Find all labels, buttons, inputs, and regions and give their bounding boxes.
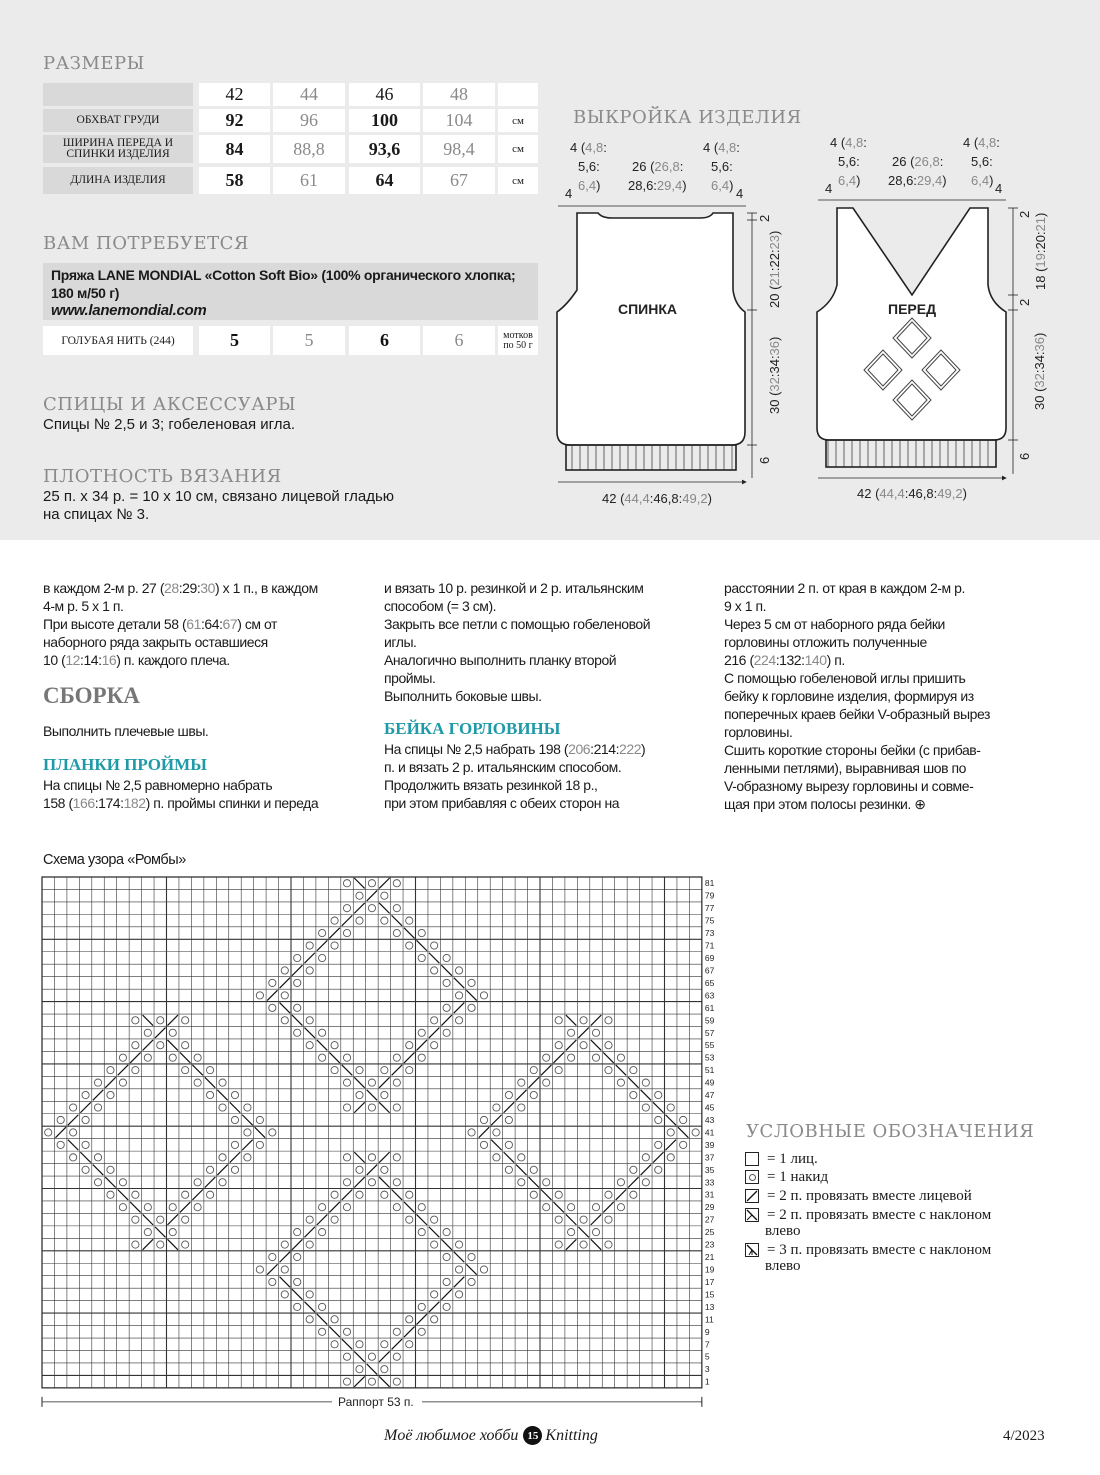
gauge-title: ПЛОТНОСТЬ ВЯЗАНИЯ bbox=[43, 466, 282, 487]
row-label: 1 bbox=[704, 1376, 710, 1387]
needles-text: Спицы № 2,5 и 3; гобеленовая игла. bbox=[43, 416, 296, 433]
row-label: 53 bbox=[704, 1052, 715, 1063]
back-ribbing bbox=[566, 445, 736, 470]
size-value: 98,4 bbox=[423, 135, 495, 163]
back-shoulder-left-l1: 4 (4,8: bbox=[570, 140, 607, 155]
row-label: 19 bbox=[704, 1264, 715, 1275]
row-label: 71 bbox=[704, 940, 715, 951]
row-label: 9 bbox=[704, 1326, 710, 1337]
row-label: 61 bbox=[704, 1002, 715, 1013]
text-line: 10 (12:14:16) п. каждого плеча. bbox=[43, 652, 230, 668]
text-line: Продолжить вязать резинкой 18 р., bbox=[384, 777, 598, 793]
front-shoulder-right-l1: 4 (4,8: bbox=[963, 135, 1000, 150]
row-label: 17 bbox=[704, 1276, 715, 1287]
row-label: 31 bbox=[704, 1189, 715, 1200]
yarn-over-circle-icon bbox=[745, 1170, 759, 1184]
legend-item bbox=[745, 1188, 972, 1204]
assembly-text: Выполнить плечевые швы. bbox=[43, 723, 209, 739]
row-label: 77 bbox=[704, 903, 715, 914]
row-label: 63 bbox=[704, 990, 715, 1001]
armhole-text bbox=[43, 776, 318, 812]
front-mid-height: 2 bbox=[1017, 298, 1032, 306]
size-unit: см bbox=[498, 135, 538, 163]
materials-title: ВАМ ПОТРЕБУЕТСЯ bbox=[43, 233, 249, 254]
text-line: При высоте детали 58 (61:64:67) см от bbox=[43, 616, 278, 632]
yarn-desc: «Cotton Soft Bio» (100% органического хлопка; bbox=[201, 267, 516, 283]
size-value: 61 bbox=[273, 167, 345, 194]
size-unit: см bbox=[498, 167, 538, 194]
col2-text bbox=[384, 579, 650, 705]
row-label: 49 bbox=[704, 1077, 715, 1088]
col1-text bbox=[43, 579, 318, 669]
thread-44: 5 bbox=[273, 326, 345, 355]
text-line: 158 (166:174:182) п. проймы спинки и переда bbox=[43, 795, 319, 811]
front-edge-left: 4 bbox=[825, 181, 833, 196]
row-label: 5 bbox=[704, 1351, 710, 1362]
front-width: 42 (44,4:46,8:49,2) bbox=[857, 486, 967, 501]
back-piece-outline bbox=[557, 213, 745, 445]
back-rib-height: 6 bbox=[757, 456, 772, 464]
legend-text: = 3 п. провязать вместе с наклоном bbox=[767, 1242, 992, 1258]
back-top-height: 2 bbox=[757, 214, 772, 222]
yarn-brand: LANE MONDIAL bbox=[97, 267, 202, 283]
size-value: 100 bbox=[349, 109, 420, 132]
row-label: 13 bbox=[704, 1301, 715, 1312]
row-label: 23 bbox=[704, 1239, 715, 1250]
row-label: 75 bbox=[704, 915, 715, 926]
ssk-backslash-icon bbox=[745, 1208, 759, 1222]
sk2p-backslash-icon bbox=[745, 1243, 759, 1257]
schematic-drawing bbox=[0, 0, 1100, 540]
row-label: 33 bbox=[704, 1177, 715, 1188]
text-line: Через 5 см от наборного ряда бейки bbox=[724, 616, 945, 632]
legend-item bbox=[745, 1151, 818, 1167]
text-line: 4-м р. 5 х 1 п. bbox=[43, 598, 124, 614]
row-label: 55 bbox=[704, 1040, 715, 1051]
assembly-title: СБОРКА bbox=[43, 683, 140, 708]
needles-title: СПИЦЫ И АКСЕССУАРЫ bbox=[43, 394, 297, 415]
schematic-title: ВЫКРОЙКА ИЗДЕЛИЯ bbox=[573, 107, 802, 128]
text-line: иглы. bbox=[384, 634, 417, 650]
size-value: 64 bbox=[349, 167, 420, 194]
front-piece-outline bbox=[817, 208, 1006, 440]
text-line: в каждом 2-м р. 27 (28:29:30) х 1 п., в каждом bbox=[43, 580, 318, 596]
front-ribbing bbox=[826, 440, 996, 467]
row-label: 11 bbox=[704, 1314, 714, 1325]
front-neck-l2: 28,6:29,4) bbox=[888, 173, 947, 188]
back-neck-l2: 28,6:29,4) bbox=[628, 178, 687, 193]
legend-text: = 1 накид bbox=[767, 1169, 829, 1185]
text-line: Аналогично выполнить планку второй bbox=[384, 652, 617, 668]
row-label: 21 bbox=[704, 1252, 715, 1263]
text-line: С помощью гобеленовой иглы пришить bbox=[724, 670, 966, 686]
size-row-label: ОБХВАТ ГРУДИ bbox=[43, 109, 193, 132]
back-shoulder-right-l3: 6,4) bbox=[711, 178, 734, 193]
row-label: 35 bbox=[704, 1164, 715, 1175]
gauge-line2: на спицах № 3. bbox=[43, 506, 150, 523]
row-label: 43 bbox=[704, 1114, 715, 1125]
size-value: 96 bbox=[273, 109, 345, 132]
text-line: поперечных краев бейки V-образный вырез bbox=[724, 706, 990, 722]
row-label: 79 bbox=[704, 890, 715, 901]
row-label: 67 bbox=[704, 965, 715, 976]
col3-text bbox=[724, 579, 990, 813]
back-label: СПИНКА bbox=[618, 301, 678, 317]
size-value: 88,8 bbox=[273, 135, 345, 163]
thread-46: 6 bbox=[349, 326, 420, 355]
sizes-title: РАЗМЕРЫ bbox=[43, 53, 145, 74]
text-line: и вязать 10 р. резинкой и 2 р. итальянским bbox=[384, 580, 644, 596]
size-unit: см bbox=[498, 109, 538, 132]
text-line: V-образному вырезу горловины и совме- bbox=[724, 778, 974, 794]
neckband-title: БЕЙКА ГОРЛОВИНЫ bbox=[384, 719, 561, 738]
size-row-label: ДЛИНА ИЗДЕЛИЯ bbox=[43, 167, 193, 194]
legend-title: УСЛОВНЫЕ ОБОЗНАЧЕНИЯ bbox=[746, 1121, 1035, 1142]
back-width: 42 (44,4:46,8:49,2) bbox=[602, 491, 712, 506]
text-line: проймы. bbox=[384, 670, 436, 686]
row-label: 47 bbox=[704, 1090, 715, 1101]
size-row-label: ШИРИНА ПЕРЕДА И СПИНКИ ИЗДЕЛИЯ bbox=[43, 135, 193, 163]
text-line: способом (= 3 см). bbox=[384, 598, 497, 614]
neckband-text bbox=[384, 740, 645, 812]
thread-label: ГОЛУБАЯ НИТЬ (244) bbox=[43, 326, 193, 355]
yarn-prefix: Пряжа bbox=[51, 267, 98, 283]
text-line: Сшить короткие стороны бейки (с прибав- bbox=[724, 742, 981, 758]
row-label: 81 bbox=[704, 878, 715, 889]
thread-unit: мотков по 50 г bbox=[498, 326, 538, 355]
row-label: 41 bbox=[704, 1127, 715, 1138]
legend-text: = 1 лиц. bbox=[767, 1151, 818, 1167]
text-line: п. и вязать 2 р. итальянским способом. bbox=[384, 759, 622, 775]
front-top-height: 2 bbox=[1017, 210, 1032, 218]
text-line: щая при этом полосы резинки. ⊕ bbox=[724, 796, 926, 812]
size-value: 67 bbox=[423, 167, 495, 194]
row-label: 59 bbox=[704, 1015, 715, 1026]
front-shoulder-left-l1: 4 (4,8: bbox=[830, 135, 867, 150]
front-shoulder-right-l2: 5,6: bbox=[971, 154, 993, 169]
magazine-name: Moё любимое хобби bbox=[384, 1426, 519, 1444]
text-line: 216 (224:132:140) п. bbox=[724, 652, 845, 668]
row-label: 15 bbox=[704, 1289, 715, 1300]
text-line: при этом прибавляя с обеих сторон на bbox=[384, 795, 620, 811]
back-edge-left: 4 bbox=[565, 186, 573, 201]
size-48: 48 bbox=[423, 83, 495, 106]
row-label: 39 bbox=[704, 1139, 715, 1150]
size-value: 93,6 bbox=[349, 135, 420, 163]
back-neck-l1: 26 (26,8: bbox=[632, 159, 684, 174]
chart-title: Схема узора «Ромбы» bbox=[43, 852, 186, 868]
front-rib-height: 6 bbox=[1017, 452, 1032, 460]
text-line: наборного ряда закрыть оставшиеся bbox=[43, 634, 268, 650]
text-line: горловины отложить полученные bbox=[724, 634, 927, 650]
row-label: 51 bbox=[704, 1065, 715, 1076]
armhole-title: ПЛАНКИ ПРОЙМЫ bbox=[43, 755, 207, 774]
front-edge-right: 4 bbox=[995, 181, 1003, 196]
text-line: бейку к горловине изделия, формируя из bbox=[724, 688, 974, 704]
row-label: 29 bbox=[704, 1202, 715, 1213]
issue-number: 4/2023 bbox=[1003, 1428, 1045, 1444]
gauge-line1: 25 п. х 34 р. = 10 х 10 см, связано лицевой гладью bbox=[43, 488, 395, 505]
row-label: 57 bbox=[704, 1027, 715, 1038]
back-shoulder-right-l2: 5,6: bbox=[711, 159, 733, 174]
section-name: Knitting bbox=[545, 1426, 598, 1444]
row-label: 3 bbox=[704, 1364, 710, 1375]
website-link[interactable]: www.lanemondial.com bbox=[51, 302, 207, 319]
chart-grid-frame bbox=[42, 877, 702, 1388]
back-edge-right: 4 bbox=[736, 186, 744, 201]
back-body-height: 30 (32:34:36) bbox=[767, 336, 782, 414]
row-label: 27 bbox=[704, 1214, 715, 1225]
thread-48: 6 bbox=[423, 326, 495, 355]
knitting-chart bbox=[0, 860, 740, 1420]
page-number: 15 bbox=[523, 1426, 542, 1445]
back-shoulder-left-l2: 5,6: bbox=[578, 159, 600, 174]
back-armhole-height: 20 (21:22:23) bbox=[767, 230, 782, 308]
legend-text: = 2 п. провязать вместе с наклоном bbox=[767, 1207, 992, 1223]
row-label: 69 bbox=[704, 952, 715, 963]
legend-text-cont: влево bbox=[765, 1258, 801, 1274]
text-line: На спицы № 2,5 равномерно набрать bbox=[43, 777, 273, 793]
front-neck-height: 18 (19:20:21) bbox=[1033, 212, 1048, 290]
footer-brand bbox=[384, 1426, 598, 1445]
yarn-weight: 180 м/50 г) bbox=[51, 285, 120, 301]
text-line: 9 х 1 п. bbox=[724, 598, 767, 614]
size-42: 42 bbox=[199, 83, 270, 106]
text-line: расстоянии 2 п. от края в каждом 2-м р. bbox=[724, 580, 965, 596]
text-line: Выполнить боковые швы. bbox=[384, 688, 542, 704]
text-line: ленными петлями), выравнивая шов по bbox=[724, 760, 967, 776]
front-body-height: 30 (32:34:36) bbox=[1032, 332, 1047, 410]
front-neck-l1: 26 (26,8: bbox=[892, 154, 944, 169]
row-label: 65 bbox=[704, 977, 715, 988]
text-line: Закрыть все петли с помощью гобеленовой bbox=[384, 616, 651, 632]
row-label: 45 bbox=[704, 1102, 715, 1113]
back-shoulder-right-l1: 4 (4,8: bbox=[703, 140, 740, 155]
size-44: 44 bbox=[273, 83, 345, 106]
legend-text: = 2 п. провязать вместе лицевой bbox=[767, 1188, 972, 1204]
size-value: 104 bbox=[423, 109, 495, 132]
front-shoulder-left-l2: 5,6: bbox=[838, 154, 860, 169]
legend-item bbox=[745, 1207, 991, 1239]
legend-item bbox=[745, 1169, 828, 1185]
text-line: горловины. bbox=[724, 724, 793, 740]
row-label: 7 bbox=[704, 1339, 710, 1350]
size-46: 46 bbox=[349, 83, 420, 106]
repeat-label: Раппорт 53 п. bbox=[338, 1394, 414, 1409]
row-label: 73 bbox=[704, 928, 715, 939]
text-line: На спицы № 2,5 набрать 198 (206:214:222) bbox=[384, 741, 646, 757]
front-shoulder-left-l3: 6,4) bbox=[838, 173, 861, 188]
legend-item bbox=[745, 1242, 991, 1274]
size-value: 84 bbox=[199, 135, 270, 163]
size-value: 58 bbox=[199, 167, 270, 194]
front-shoulder-right-l3: 6,4) bbox=[971, 173, 994, 188]
k2tog-slash-icon bbox=[745, 1189, 759, 1203]
back-shoulder-left-l3: 6,4) bbox=[578, 178, 601, 193]
size-value: 92 bbox=[199, 109, 270, 132]
row-label: 25 bbox=[704, 1227, 715, 1238]
thread-42: 5 bbox=[199, 326, 270, 355]
knit-square-icon bbox=[745, 1152, 759, 1166]
front-label: ПЕРЕД bbox=[888, 301, 937, 317]
row-label: 37 bbox=[704, 1152, 715, 1163]
legend-text-cont: влево bbox=[765, 1223, 801, 1239]
